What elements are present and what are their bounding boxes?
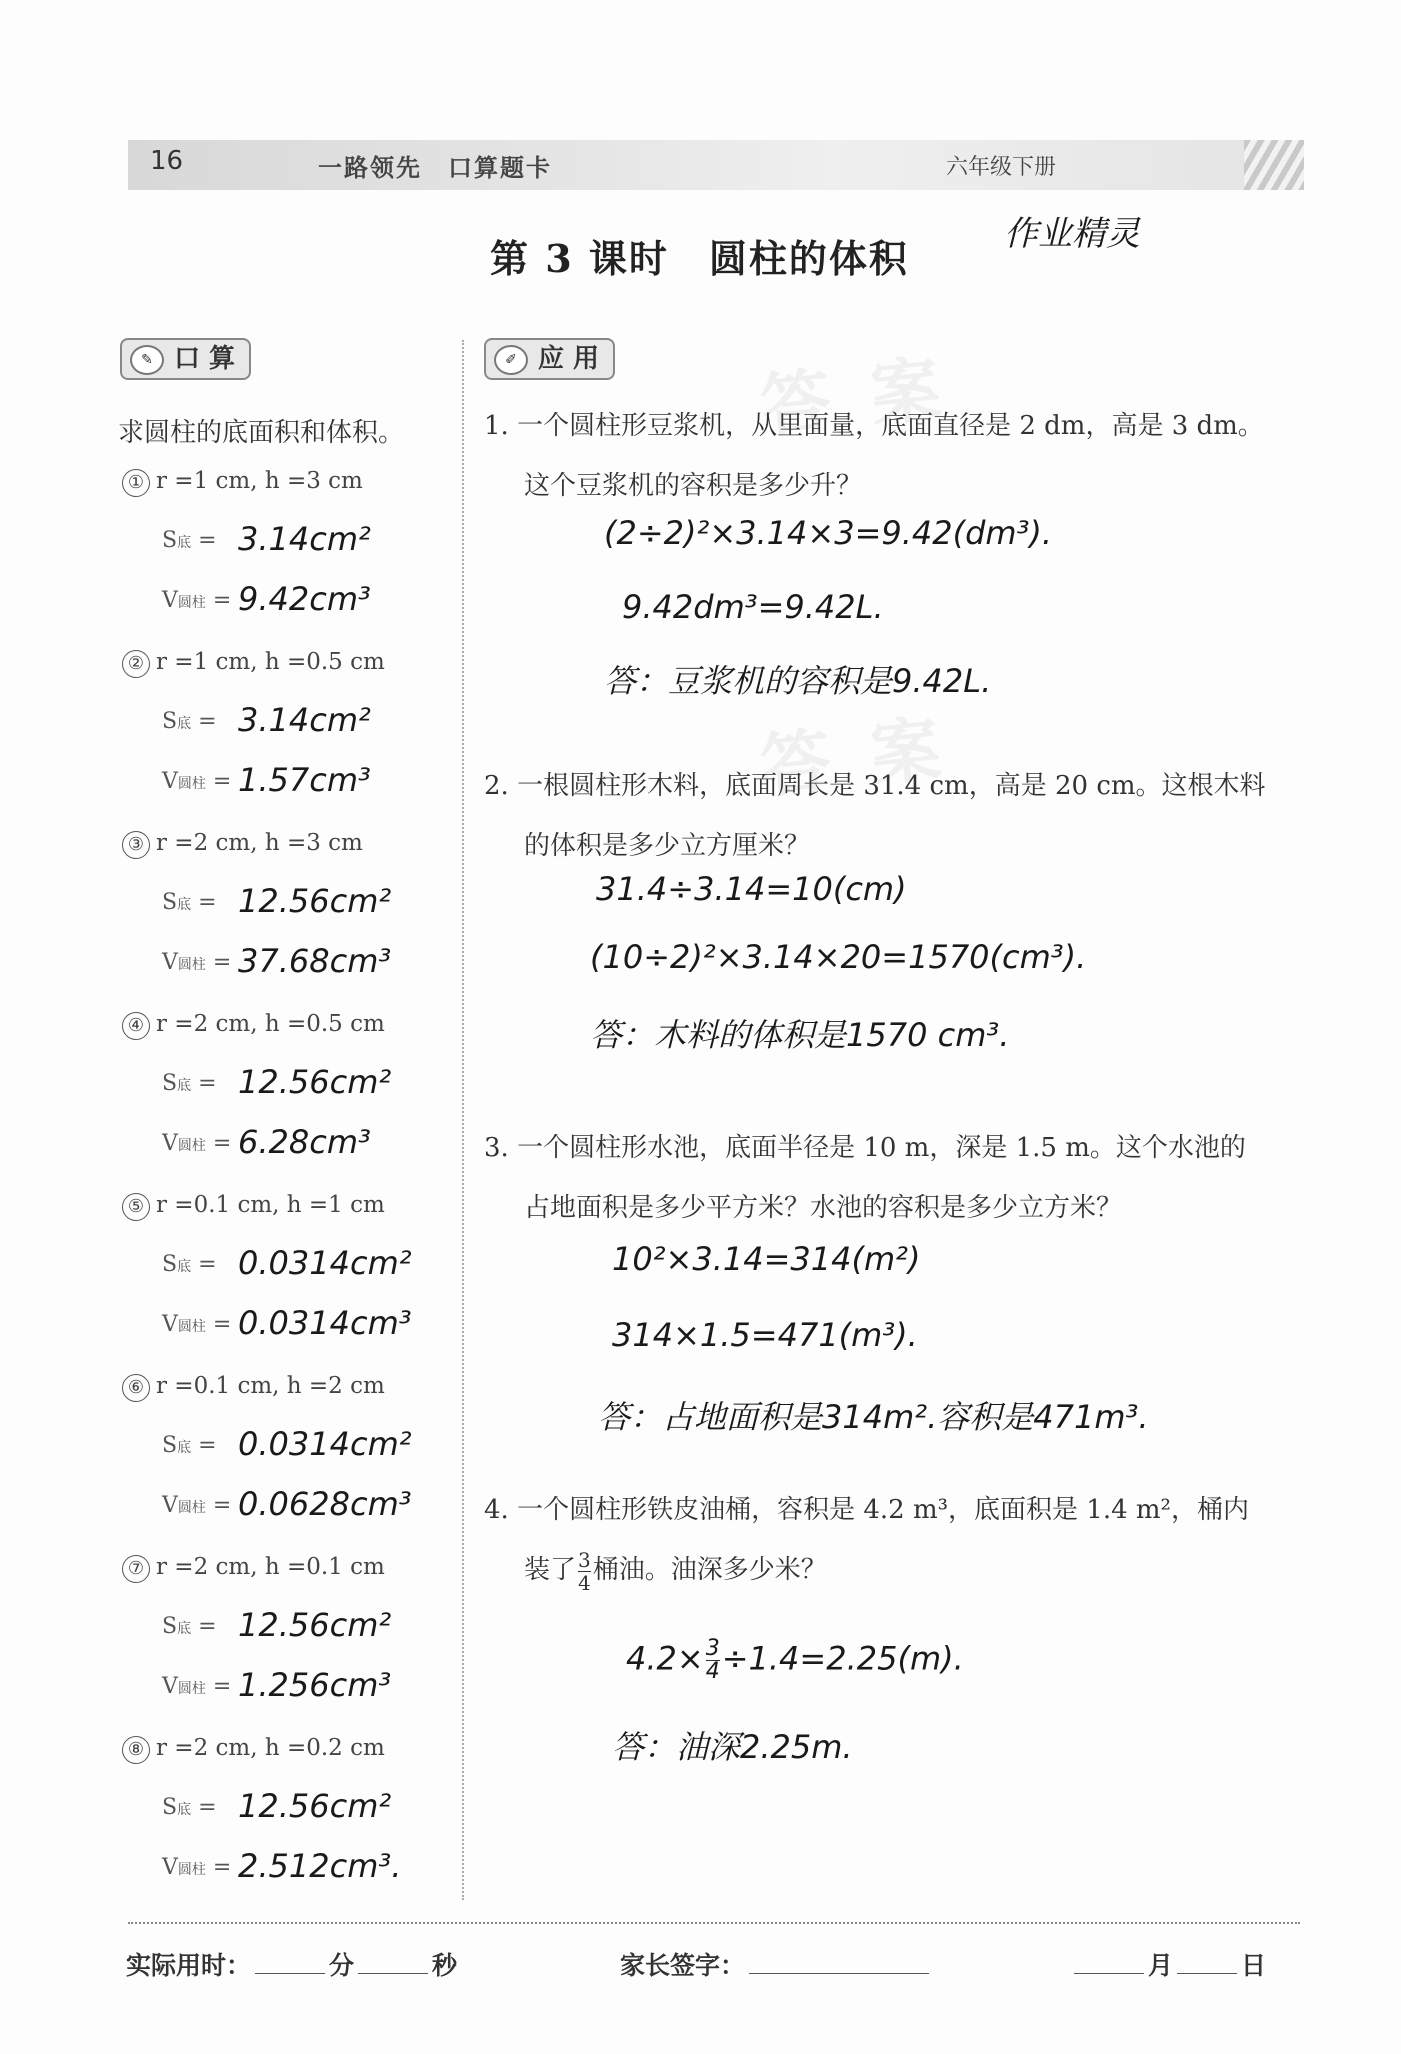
application-tag [484,338,615,380]
volume-label: V圆柱 = [162,950,232,975]
base-area-label: S底 = [162,1071,217,1096]
month-unit: 月 [1148,1951,1174,1980]
answer-work: 答：豆浆机的容积是9.42L. [604,662,992,700]
answer-work: 答：油深2.25m. [612,1728,853,1766]
base-area-answer: 3.14cm² [238,520,371,558]
time-used-label: 实际用时： [126,1951,252,1980]
question-text: 1. 一个圆柱形豆浆机，从里面量，底面直径是 2 dm，高是 3 dm。 [484,411,1264,441]
question-text: 2. 一根圆柱形木料，底面周长是 31.4 cm，高是 20 cm。这根木料 [484,771,1266,801]
handwritten-note: 作业精灵 [1004,214,1140,254]
base-area-label: S底 = [162,1614,217,1639]
base-area-answer: 12.56cm² [238,1606,392,1644]
fraction: $\frac{3}{4}$ [578,1547,591,1595]
volume-label: V圆柱 = [162,1131,232,1156]
item-number: ② [122,650,150,678]
minutes-unit: 分 [329,1951,355,1980]
question-text: 桶油。油深多少米？ [592,1555,827,1585]
condition-text: r =2 cm, h =3 cm [156,830,363,856]
exercise-condition [122,1373,385,1402]
volume-answer: 0.0628cm³ [238,1485,412,1523]
base-area-answer: 12.56cm² [238,1787,392,1825]
watermark: 答案 [756,343,985,449]
question-text: 这个豆浆机的容积是多少升？ [524,471,863,501]
answer-work: 10²×3.14=314(m²) [612,1240,921,1278]
mental-math-label: 口 算 [174,344,236,374]
answer-work: 314×1.5=471(m³). [612,1316,918,1354]
exercise-condition [122,468,363,497]
item-number: ④ [122,1012,150,1040]
base-area-label: S底 = [162,1433,217,1458]
answer-work: 答：木料的体积是1570 cm³. [590,1016,1010,1054]
base-area-label: S底 = [162,1252,217,1277]
answer-work: 答：占地面积是314m².容积是471m³. [598,1398,1149,1436]
time-used-field [126,1946,457,1982]
question-text: 3. 一个圆柱形水池，底面半径是 10 m，深是 1.5 m。这个水池的 [484,1133,1246,1163]
footer-divider [128,1922,1300,1924]
question-text-line2 [484,1540,1304,1600]
answer-work: 4.2× $\frac{3}{4}$ ÷1.4=2.25(m). [626,1636,964,1684]
question-1 [484,396,1304,516]
volume-label: V圆柱 = [162,1674,232,1699]
base-area-answer: 3.14cm² [238,701,371,739]
pencil-icon: ✐ [494,345,528,375]
exercise-condition [122,1735,385,1764]
condition-text: r =2 cm, h =0.5 cm [156,1011,385,1037]
question-2 [484,756,1304,876]
volume-answer: 1.256cm³ [238,1666,392,1704]
month-blank[interactable] [1074,1951,1144,1974]
condition-text: r =2 cm, h =0.2 cm [156,1735,385,1761]
base-area-label: S底 = [162,709,217,734]
base-area-answer: 12.56cm² [238,1063,392,1101]
condition-text: r =2 cm, h =0.1 cm [156,1554,385,1580]
item-number: ⑤ [122,1193,150,1221]
volume-answer: 37.68cm³ [238,942,392,980]
condition-text: r =0.1 cm, h =1 cm [156,1192,385,1218]
volume-answer: 6.28cm³ [238,1123,371,1161]
exercise-condition [122,1554,385,1583]
parent-signature-field [620,1946,933,1982]
volume-label: V圆柱 = [162,1855,232,1880]
mental-math-tag [120,338,251,380]
fraction: $\frac{3}{4}$ [705,1636,720,1684]
parent-signature-label: 家长签字： [620,1951,746,1980]
volume-label: V圆柱 = [162,769,232,794]
base-area-label: S底 = [162,1795,217,1820]
signature-blank[interactable] [749,1951,929,1974]
exercise-condition [122,830,363,859]
application-label: 应 用 [538,344,600,374]
answer-work: 9.42dm³=9.42L. [622,588,884,626]
base-area-label: S底 = [162,890,217,915]
watermark: 答案 [756,703,985,809]
question-text: 4. 一个圆柱形铁皮油桶，容积是 4.2 m³，底面积是 1.4 m²，桶内 [484,1495,1249,1525]
seconds-blank[interactable] [358,1951,428,1974]
condition-text: r =1 cm, h =3 cm [156,468,363,494]
day-blank[interactable] [1177,1951,1237,1974]
volume-label: V圆柱 = [162,1493,232,1518]
question-text: 装了 [524,1555,577,1585]
question-text: 占地面积是多少平方米？水池的容积是多少立方米？ [524,1193,1123,1223]
volume-answer: 1.57cm³ [238,761,371,799]
item-number: ⑧ [122,1736,150,1764]
base-area-answer: 12.56cm² [238,882,392,920]
base-area-label: S底 = [162,528,217,553]
minutes-blank[interactable] [255,1951,325,1974]
volume-answer: 9.42cm³ [238,580,371,618]
left-instruction: 求圆柱的底面积和体积。 [118,418,405,448]
item-number: ① [122,469,150,497]
question-4 [484,1480,1304,1600]
date-field [1070,1946,1266,1982]
header-band [128,140,1300,190]
condition-text: r =1 cm, h =0.5 cm [156,649,385,675]
day-unit: 日 [1241,1951,1267,1980]
condition-text: r =0.1 cm, h =2 cm [156,1373,385,1399]
base-area-answer: 0.0314cm² [238,1244,412,1282]
volume-label: V圆柱 = [162,1312,232,1337]
lesson-title: 第 3 课时 圆柱的体积 [490,236,909,281]
seconds-unit: 秒 [432,1951,458,1980]
exercise-condition [122,1011,385,1040]
item-number: ⑥ [122,1374,150,1402]
item-number: ⑦ [122,1555,150,1583]
answer-work: 31.4÷3.14=10(cm) [596,870,907,908]
question-text: 的体积是多少立方厘米？ [524,831,811,861]
volume-label: V圆柱 = [162,588,232,613]
volume-answer: 0.0314cm³ [238,1304,412,1342]
exercise-condition [122,649,385,678]
answer-work: (2÷2)²×3.14×3=9.42(dm³). [604,514,1053,552]
column-divider [462,340,464,1900]
item-number: ③ [122,831,150,859]
book-title: 一路领先 口算题卡 [318,154,552,182]
exercise-condition [122,1192,385,1221]
page-number: 16 [150,146,184,176]
grade-label: 六年级下册 [946,155,1057,180]
calculator-icon: ✎ [130,345,164,375]
volume-answer: 2.512cm³. [238,1847,402,1885]
answer-work: (10÷2)²×3.14×20=1570(cm³). [590,938,1087,976]
question-3 [484,1118,1304,1238]
base-area-answer: 0.0314cm² [238,1425,412,1463]
